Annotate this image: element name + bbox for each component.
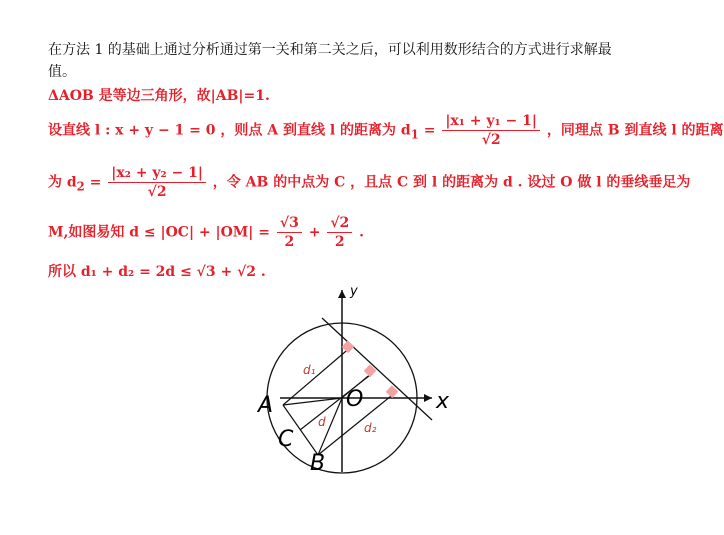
label-O: O — [346, 387, 364, 412]
formula-line-d1: 设直线 l : x + y − 1 = 0 ，则点 A 到直线 l 的距离为 $d_1$ = $\frac{\text{|x₁ + y₁ − 1|}}{√2}$ ，同理点 B 到直线 l 的距离 — [48, 113, 724, 148]
triangle-statement: ΔAOB 是等边三角形，故|AB|=1. — [48, 88, 270, 104]
inequality-lead: M,如图易知 d ≤ |OC| + |OM| = — [48, 224, 270, 241]
formula-d2-lead: 为 d — [48, 174, 77, 191]
fraction-sqrt3-denominator: 2 — [284, 234, 295, 250]
formula-d2-tail: ，令 AB 的中点为 C ，且点 C 到 l 的距离为 d . 设过 O 做 l 的垂线垂足为 — [212, 174, 691, 191]
formula-d1-tail: ，同理点 B 到直线 l 的距离 — [546, 122, 724, 139]
inequality-period: . — [359, 224, 365, 241]
label-d: d — [318, 415, 326, 429]
formula-line-d2: 为 $d_2$ = $\frac{\text{|x₂ + y₂ − 1|}}{√2}$ ，令 AB 的中点为 C ，且点 C 到 l 的距离为 d . 设过 O 做 l 的垂线垂足为 — [48, 165, 691, 200]
fraction-d1-denominator: √2 — [481, 132, 501, 148]
label-x: x — [436, 389, 450, 414]
conclusion-line: 所以 d₁ + d₂ = 2d ≤ √3 + √2 . — [48, 264, 266, 280]
x-axis-arrow — [424, 394, 432, 402]
paragraph-line-2: 值。 — [48, 64, 76, 80]
line-l — [322, 318, 432, 420]
paragraph-line-1: 在方法 1 的基础上通过分析通过第一关和第二关之后，可以利用数形结合的方式进行求解最 — [48, 42, 612, 58]
fraction-sqrt3-numerator: √3 — [277, 214, 302, 233]
formula-d1-lead: 设直线 l : x + y − 1 = 0 ，则点 A 到直线 l 的距离为 d — [48, 122, 411, 139]
label-y: y — [350, 284, 358, 299]
label-d1: d₁ — [303, 363, 316, 377]
y-axis-arrow — [338, 290, 346, 298]
fraction-d2-numerator: |x₂ + y₂ − 1| — [108, 164, 206, 183]
fraction-d1-numerator: |x₁ + y₁ − 1| — [442, 112, 540, 131]
label-A: A — [258, 393, 274, 418]
label-B: B — [310, 451, 326, 476]
plus-sign: + — [308, 224, 321, 241]
fraction-sqrt2-denominator: 2 — [334, 234, 345, 250]
right-angle-marker-1 — [342, 340, 355, 353]
fraction-d2-denominator: √2 — [147, 184, 167, 200]
fraction-sqrt2-numerator: √2 — [327, 214, 352, 233]
label-d2: d₂ — [364, 421, 377, 435]
label-C: C — [278, 427, 294, 452]
